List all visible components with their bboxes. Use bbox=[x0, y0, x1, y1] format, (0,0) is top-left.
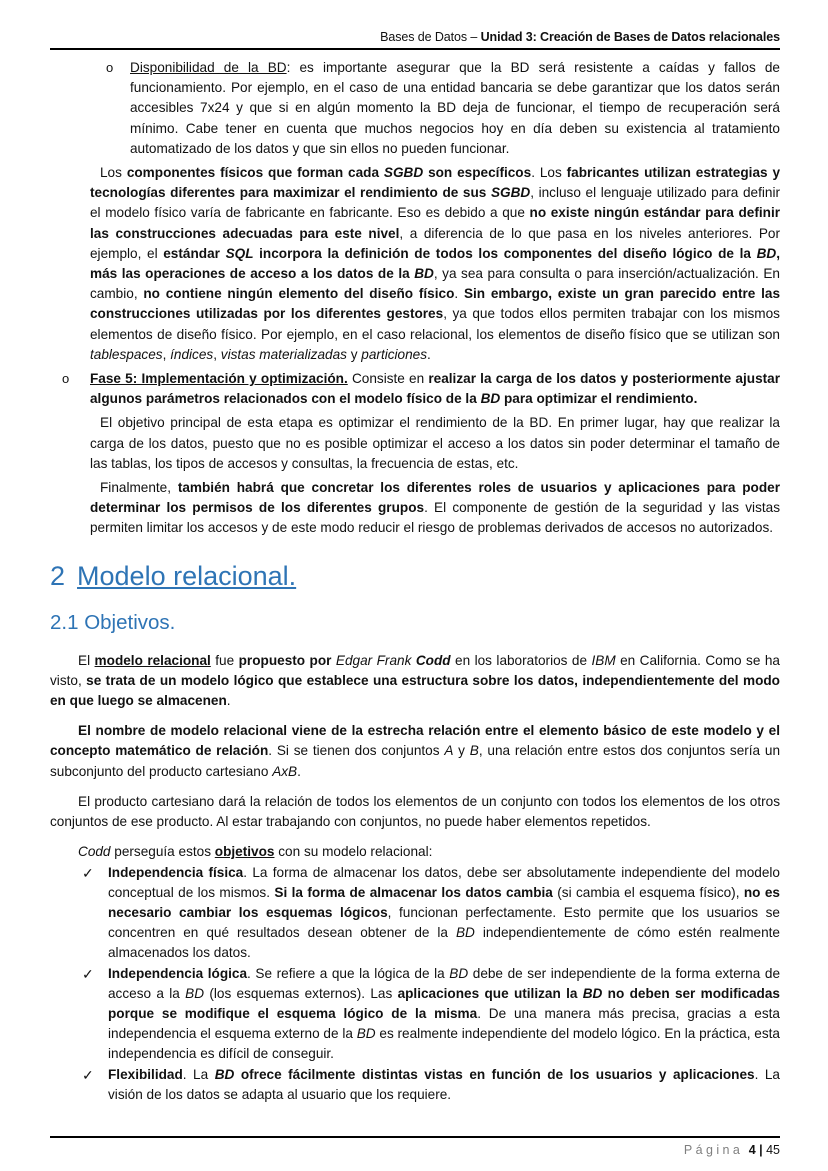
para-modelo-relacional: El modelo relacional fue propuesto por Edgar Frank Codd en los laboratorios de IBM en California. Como se ha visto, se trata de un modelo lógico que establece una estructura sobre los datos, independientemente del modo en que luego se almacenen. bbox=[50, 652, 780, 709]
para-nombre-relacion: El nombre de modelo relacional viene de la estrecha relación entre el elemento básico de este modelo y el concepto matemático de relación. Si se tienen dos conjuntos A y B, una relación entre estos dos conjuntos sería un subconjunto del producto cartesiano AxB. bbox=[50, 723, 781, 779]
fase5-paragraph-finalmente: Finalmente, también habrá que concretar los diferentes roles de usuarios y aplicaciones para poder determinar los permisos de los diferentes grupos. El componente de gestión de la seguridad y las vistas permiten limitar los accesos y de este modo reducir el riesgo de problemas derivados de accesos no autorizados. bbox=[90, 480, 780, 536]
para-producto-cartesiano: El producto cartesiano dará la relación de todos los elementos de un conjunto con todos los elementos de los otros conjuntos de ese producto. Al estar trabajando con conjuntos, no puede haber elementos repetidos. bbox=[50, 793, 780, 830]
page-header bbox=[50, 30, 780, 44]
objetivos-intro: Codd perseguía estos objetivos con su modelo relacional: bbox=[78, 844, 433, 860]
document-body bbox=[50, 58, 780, 1105]
footer-rule bbox=[50, 1136, 780, 1138]
disponibilidad-term: Disponibilidad de la BD bbox=[130, 60, 287, 75]
disponibilidad-item bbox=[50, 58, 780, 159]
check-icon: ✓ bbox=[82, 864, 94, 881]
fase5-title: Fase 5: Implementación y optimización. bbox=[90, 371, 348, 387]
subsection-heading-2-1: 2.1 Objetivos. bbox=[50, 610, 176, 634]
fase5-paragraph-objetivo: El objetivo principal de esta etapa es optimizar el rendimiento de la BD. En primer lugar, hay que realizar la carga de los datos, puesto que no es posible optimizar el acceso a los datos sin poder determinar el tamaño de las tablas, los tipos de accesos y consultas, la frecuencia de estas, etc. bbox=[90, 415, 780, 471]
header-course: Bases de Datos – bbox=[380, 30, 481, 44]
header-unit: Unidad 3: Creación de Bases de Datos relacionales bbox=[480, 30, 780, 44]
header-rule bbox=[50, 48, 780, 50]
section-number: 2 bbox=[50, 560, 66, 591]
bullet-o: o bbox=[106, 60, 114, 75]
list-item: ✓ Flexibilidad. La BD ofrece fácilmente distintas vistas en función de los usuarios y aplicaciones. La visión de los datos se adapta al usuario que los requiere. bbox=[82, 1066, 780, 1102]
section-title: Modelo relacional. bbox=[77, 560, 297, 591]
footer-page-number: 4 bbox=[748, 1143, 756, 1157]
footer-separator: | bbox=[755, 1143, 767, 1157]
list-item: ✓ Independencia física. La forma de almacenar los datos, debe ser absolutamente independiente del modelo conceptual de los mismos. Si la forma de almacenar los datos cambia (si cambia el esquema físico), no es necesario cambiar los esquemas lógicos, funcionan perfectamente. Esto permite que los usuarios se concentren en qué resultados desean obtener de la BD independientemente de cómo estén realmente almacenados los datos. bbox=[82, 864, 780, 961]
fase5-item bbox=[50, 369, 780, 539]
section-heading-2 bbox=[50, 559, 780, 593]
check-icon: ✓ bbox=[82, 1066, 94, 1083]
componentes-paragraph: Los componentes físicos que forman cada SGBD son específicos. Los fabricantes utilizan estrategias y tecnologías diferentes para maximizar el rendimiento de sus SGBD, incluso el lenguaje utilizado para definir el modelo físico varía de fabricante en fabricante. Eso es debido a que no existe ningún estándar para definir las construcciones adecuadas para este nivel, a diferencia de lo que pasa en los niveles anteriores. Por ejemplo, el estándar SQL incorpora la definición de todos los componentes del diseño lógico de la BD, más las operaciones de acceso a los datos de la BD, ya sea para consulta o para inserción/actualización. En cambio, no contiene ningún elemento del diseño físico. Sin embargo, existe un gran parecido entre las construcciones utilizadas por los diferentes gestores, ya que todos ellos permiten trabajar con los mismos elementos de diseño físico. Por ejemplo, en el caso relacional, los elementos de diseño físico que se utilizan son tablespaces, índices, vistas materializadas y particiones. bbox=[90, 165, 781, 362]
fase5-heading: Fase 5: Implementación y optimización. Consiste en realizar la carga de los datos y posteriormente ajustar algunos parámetros relacionados con el modelo físico de la BD para optimizar el rendimiento. bbox=[90, 371, 781, 407]
page-footer bbox=[50, 1143, 780, 1157]
footer-page-word: Página bbox=[683, 1143, 744, 1157]
list-item: ✓ Independencia lógica. Se refiere a que la lógica de la BD debe de ser independiente de la forma externa de acceso a la BD (los esquemas externos). Las aplicaciones que utilizan la BD no deben ser modificadas porque se modifique el esquema lógico de la misma. De una manera más precisa, gracias a esta independencia el esquema externo de la BD es realmente independiente del modelo lógico. En la práctica, esta independencia es difícil de conseguir. bbox=[82, 965, 780, 1062]
disponibilidad-text: Disponibilidad de la BD: es importante asegurar que la BD será resistente a caídas y fallos de funcionamiento. Por ejemplo, en el caso de una entidad bancaria se debe garantizar que los datos serán accesibles 7x24 y que si en algún momento la BD deja de funcionar, el tiempo de recuperación será mínimo. Cabe tener en cuenta que muchos negocios hoy en día deben su existencia al tratamiento automatizado de los datos y que sin ellos no pueden funcionar. bbox=[130, 60, 780, 156]
check-icon: ✓ bbox=[82, 965, 94, 982]
footer-page-total: 45 bbox=[766, 1143, 780, 1157]
objetivos-list bbox=[50, 863, 780, 1105]
bullet-o: o bbox=[62, 371, 70, 387]
